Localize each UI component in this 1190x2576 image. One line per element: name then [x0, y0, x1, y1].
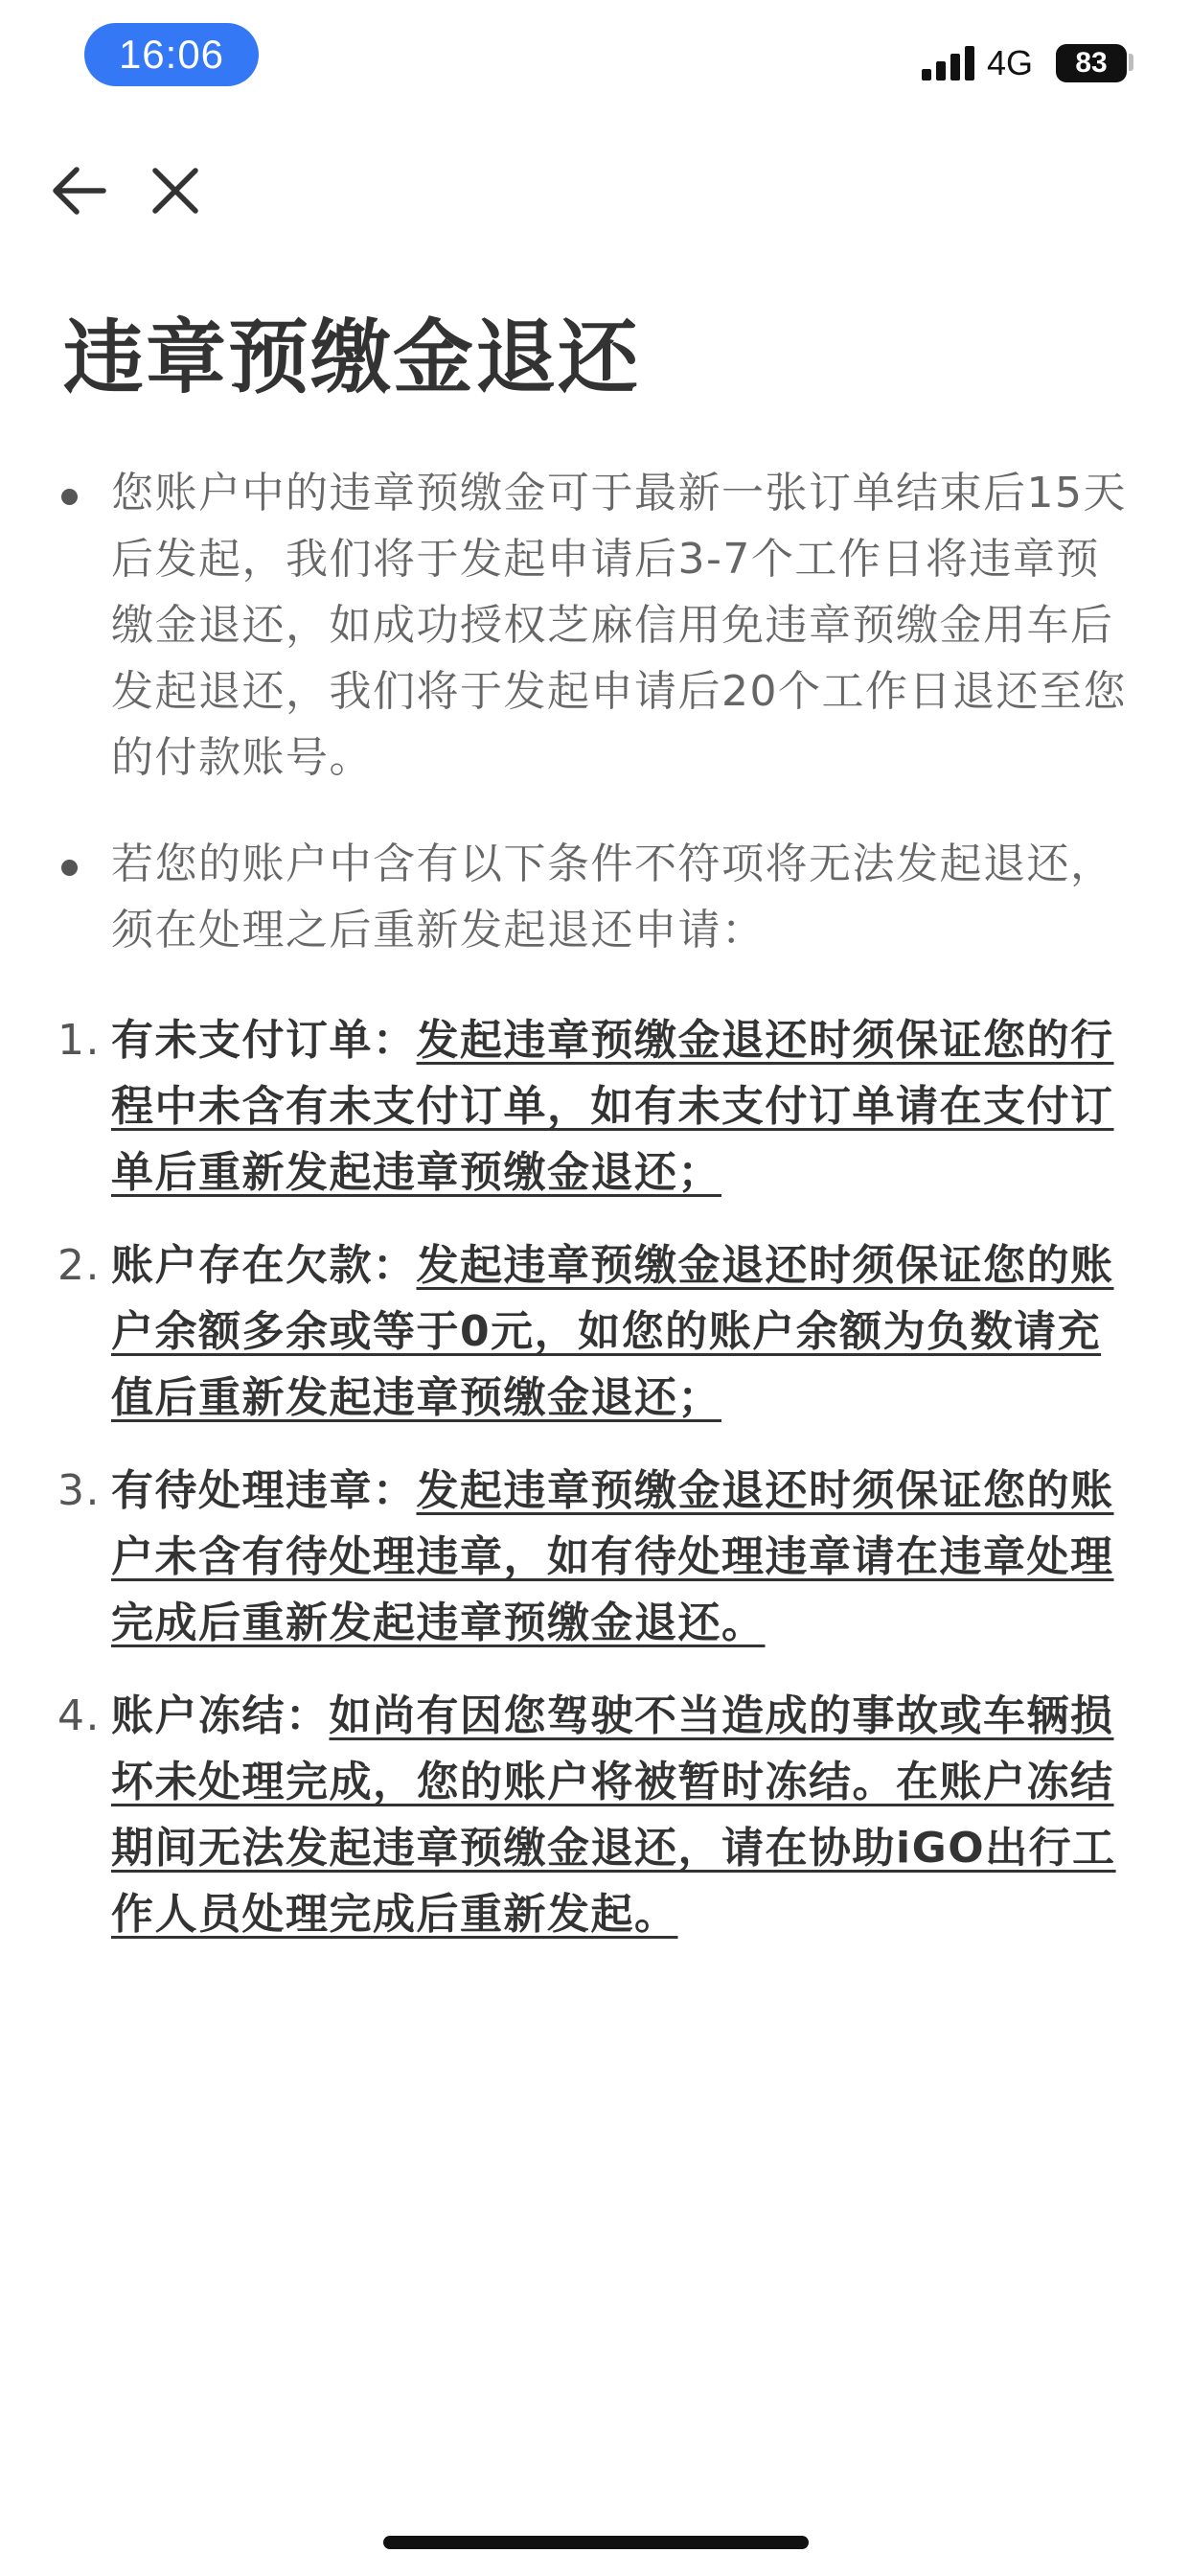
rule-label: 账户存在欠款：	[111, 1241, 417, 1290]
back-button[interactable]	[48, 159, 111, 222]
bullet-text: 若您的账户中含有以下条件不符项将无法发起退还，须在处理之后重新发起退还申请：	[111, 840, 1114, 954]
signal-bars-icon	[922, 46, 975, 80]
status-bar	[0, 0, 1190, 125]
battery-cap	[1129, 54, 1133, 71]
rule-label: 有待处理违章：	[111, 1466, 417, 1515]
content	[0, 460, 1190, 1947]
rule-label: 账户冻结：	[111, 1691, 330, 1740]
battery-icon: 83	[1056, 44, 1127, 82]
bullet-dot	[61, 489, 78, 505]
network-type: 4G	[987, 43, 1034, 82]
rule-description: 发起违章预缴金退还时须保证您的行程中未含有未支付订单，如有未支付订单请在支付订单后重新发起违章预缴金退还；	[111, 1016, 1114, 1197]
bullet-text: 您账户中的违章预缴金可于最新一张订单结束后15天后发起，我们将于发起申请后3-7个工作日将违章预缴金退还，如成功授权芝麻信用免违章预缴金用车后发起退还，我们将于发起申请后20个工作日退还至您的付款账号。	[111, 469, 1127, 782]
rule-number: 3.	[57, 1466, 101, 1515]
rule-number: 4.	[57, 1691, 101, 1740]
rule-number: 2.	[57, 1241, 101, 1290]
status-time: 16:06	[84, 23, 259, 86]
rules-list	[57, 1007, 1131, 1947]
arrow-left-icon	[48, 159, 111, 222]
rule-item	[57, 1007, 1131, 1206]
rule-description: 如尚有因您驾驶不当造成的事故或车辆损坏未处理完成，您的账户将被暂时冻结。在账户冻结期间无法发起违章预缴金退还，请在协助iGO出行工作人员处理完成后重新发起。	[111, 1691, 1116, 1939]
bullet-item	[111, 831, 1131, 963]
bullet-item	[111, 460, 1131, 791]
close-icon	[144, 159, 207, 222]
rule-item	[57, 1683, 1131, 1947]
rule-item	[57, 1232, 1131, 1431]
rule-number: 1.	[57, 1016, 101, 1065]
page-title: 违章预缴金退还	[63, 310, 641, 404]
home-indicator[interactable]	[383, 2536, 809, 2549]
rule-description: 发起违章预缴金退还时须保证您的账户余额多余或等于0元，如您的账户余额为负数请充值后重新发起违章预缴金退还；	[111, 1241, 1114, 1422]
rule-description: 发起违章预缴金退还时须保证您的账户未含有待处理违章，如有待处理违章请在违章处理完成后重新发起违章预缴金退还。	[111, 1466, 1114, 1647]
bullet-dot	[61, 860, 78, 876]
rule-item	[57, 1458, 1131, 1656]
rule-label: 有未支付订单：	[111, 1016, 417, 1065]
close-button[interactable]	[144, 159, 207, 222]
